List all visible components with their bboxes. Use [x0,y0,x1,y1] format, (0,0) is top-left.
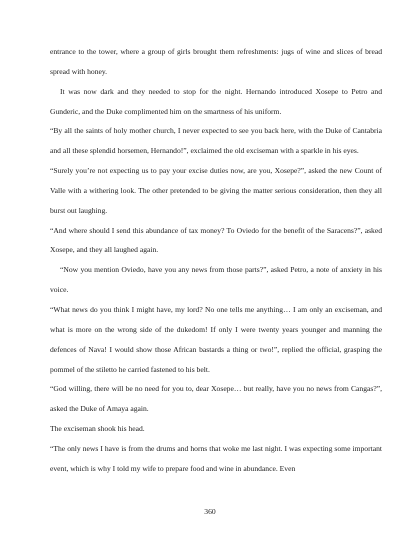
paragraph: The exciseman shook his head. [50,424,145,434]
paragraph: “And where should I send this abundance of tax money? To Oviedo for the benefit of the Saracens?”, asked Xosepe, and they all laughed again. [50,225,382,255]
paragraph: “Now you mention Oviedo, have you any news from those parts?”, asked Petro, a note of anxiety in his voice. [50,265,382,295]
paragraph: “The only news I have is from the drums and horns that woke me last night. I was expecting some important event, which is why I told my wife to prepare food and wine in abundance. Even [50,443,382,473]
paragraph: “By all the saints of holy mother church, I never expected to see you back here, with the Duke of Cantabria and all these splendid horsemen, Hernando!”, exclaimed the old exciseman with a sparkle in his eyes. [50,126,382,156]
paragraph: It was now dark and they needed to stop for the night. Hernando introduced Xosepe to Petro and Gunderic, and the Duke complimented him on the smartness of his uniform. [50,86,382,116]
body-text [50,42,382,479]
page-number: 360 [204,507,216,516]
paragraph: “God willing, there will be no need for you to, dear Xosepe… but really, have you no news from Cangas?”, asked the Duke of Amaya again. [50,384,382,414]
paragraph: “Surely you’re not expecting us to pay your excise duties now, are you, Xosepe?”, asked the new Count of Valle with a withering look. The other pretended to be giving the matter serious consideration, then they all burst out laughing. [50,166,382,215]
paragraph: “What news do you think I might have, my lord? No one tells me anything… I am only an exciseman, and what is more on the wrong side of the dukedom! If only I were twenty years younger and manning the defences of Nava! I would show those African bastards a thing or two!”, replied the official, grasping the pommel of the stiletto he carried fastened to his belt. [50,304,382,374]
paragraph: entrance to the tower, where a group of girls brought them refreshments: jugs of wine and slices of bread spread with honey. [50,47,382,76]
